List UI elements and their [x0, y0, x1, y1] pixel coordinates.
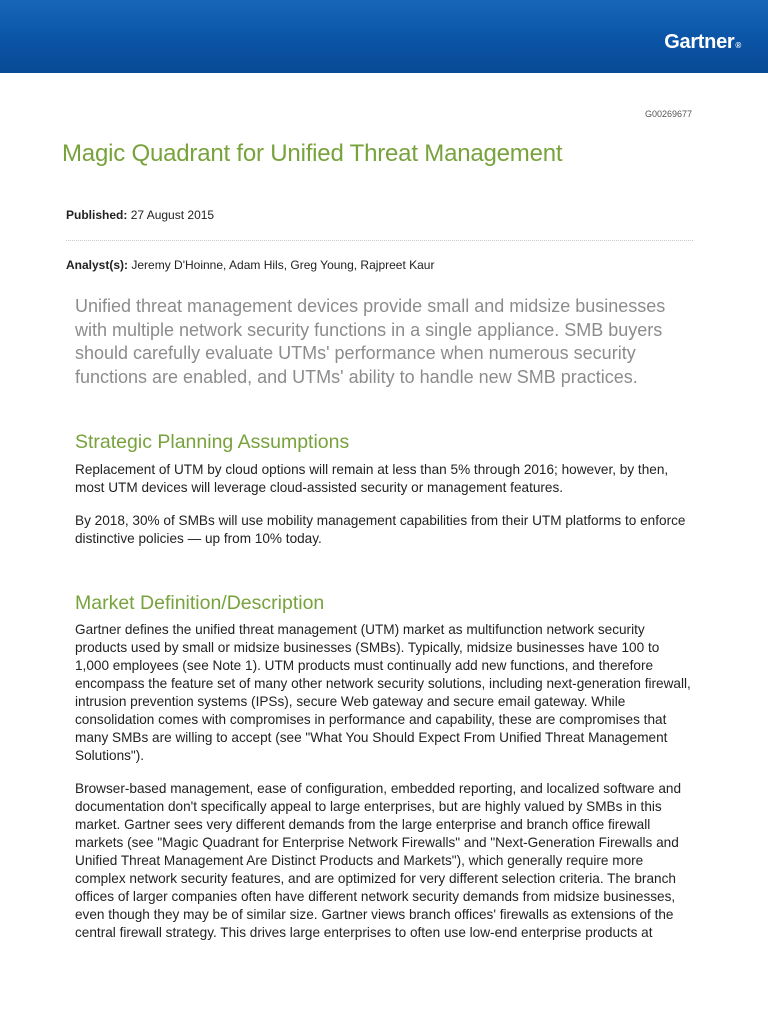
divider	[66, 240, 693, 241]
analysts-label: Analyst(s):	[66, 258, 129, 272]
market-paragraph-1: Gartner defines the unified threat management (UTM) market as multifunction network security products used by small or midsize businesses (SMBs). Typically, midsize businesses have 100 to 1,000 employees (see Note 1). UTM products must continually add new functions, and therefore encompass the feature set of many other network security solutions, including next-generation firewall, intrusion prevention systems (IPSs), secure Web gateway and secure email gateway. While consolidation comes with compromises in performance and capability, these are compromises that many SMBs are willing to accept (see "What You Should Expect From Unified Threat Management Solutions").	[75, 622, 691, 763]
document-id: G00269677	[644, 109, 692, 119]
published-date: 27 August 2015	[130, 208, 215, 222]
strategic-planning-heading: Strategic Planning Assumptions	[75, 431, 350, 453]
analysts-line	[66, 258, 434, 272]
document-title: Magic Quadrant for Unified Threat Management	[62, 140, 563, 167]
published-label: Published:	[66, 208, 128, 222]
gartner-logo[interactable]	[664, 31, 741, 54]
summary-paragraph: Unified threat management devices provide small and midsize businesses with multiple network security functions in a single appliance. SMB buyers should carefully evaluate UTMs' performance when numerous security functions are enabled, and UTMs' ability to handle new SMB practices.	[75, 296, 666, 387]
header-bar	[0, 0, 768, 73]
strategic-paragraph-2: By 2018, 30% of SMBs will use mobility management capabilities from their UTM platforms to enforce distinctive policies — up from 10% today.	[75, 513, 686, 546]
market-definition-heading: Market Definition/Description	[75, 592, 325, 614]
analysts-names: Jeremy D'Hoinne, Adam Hils, Greg Young, Rajpreet Kaur	[131, 258, 435, 272]
logo-registered-mark: ®	[735, 41, 741, 50]
market-paragraph-2: Browser-based management, ease of configuration, embedded reporting, and localized software and documentation don't specifically appeal to large enterprises, but are highly valued by SMBs in this market. Gartner sees very different demands from the large enterprise and branch office firewall markets (see "Magic Quadrant for Enterprise Network Firewalls" and "Next-Generation Firewalls and Unified Threat Management Are Distinct Products and Markets"), which generally require more complex network security features, and are optimized for very different selection criteria. The branch offices of larger companies often have different network security demands from midsize businesses, even though they may be of similar size. Gartner views branch offices' firewalls as extensions of the central firewall strategy. This drives large enterprises to often use low-end enterprise products at	[75, 781, 682, 940]
logo-text: Gartner	[664, 31, 735, 53]
published-line	[66, 208, 214, 222]
strategic-paragraph-1: Replacement of UTM by cloud options will remain at less than 5% through 2016; however, by then, most UTM devices will leverage cloud-assisted security or management features.	[75, 462, 669, 495]
